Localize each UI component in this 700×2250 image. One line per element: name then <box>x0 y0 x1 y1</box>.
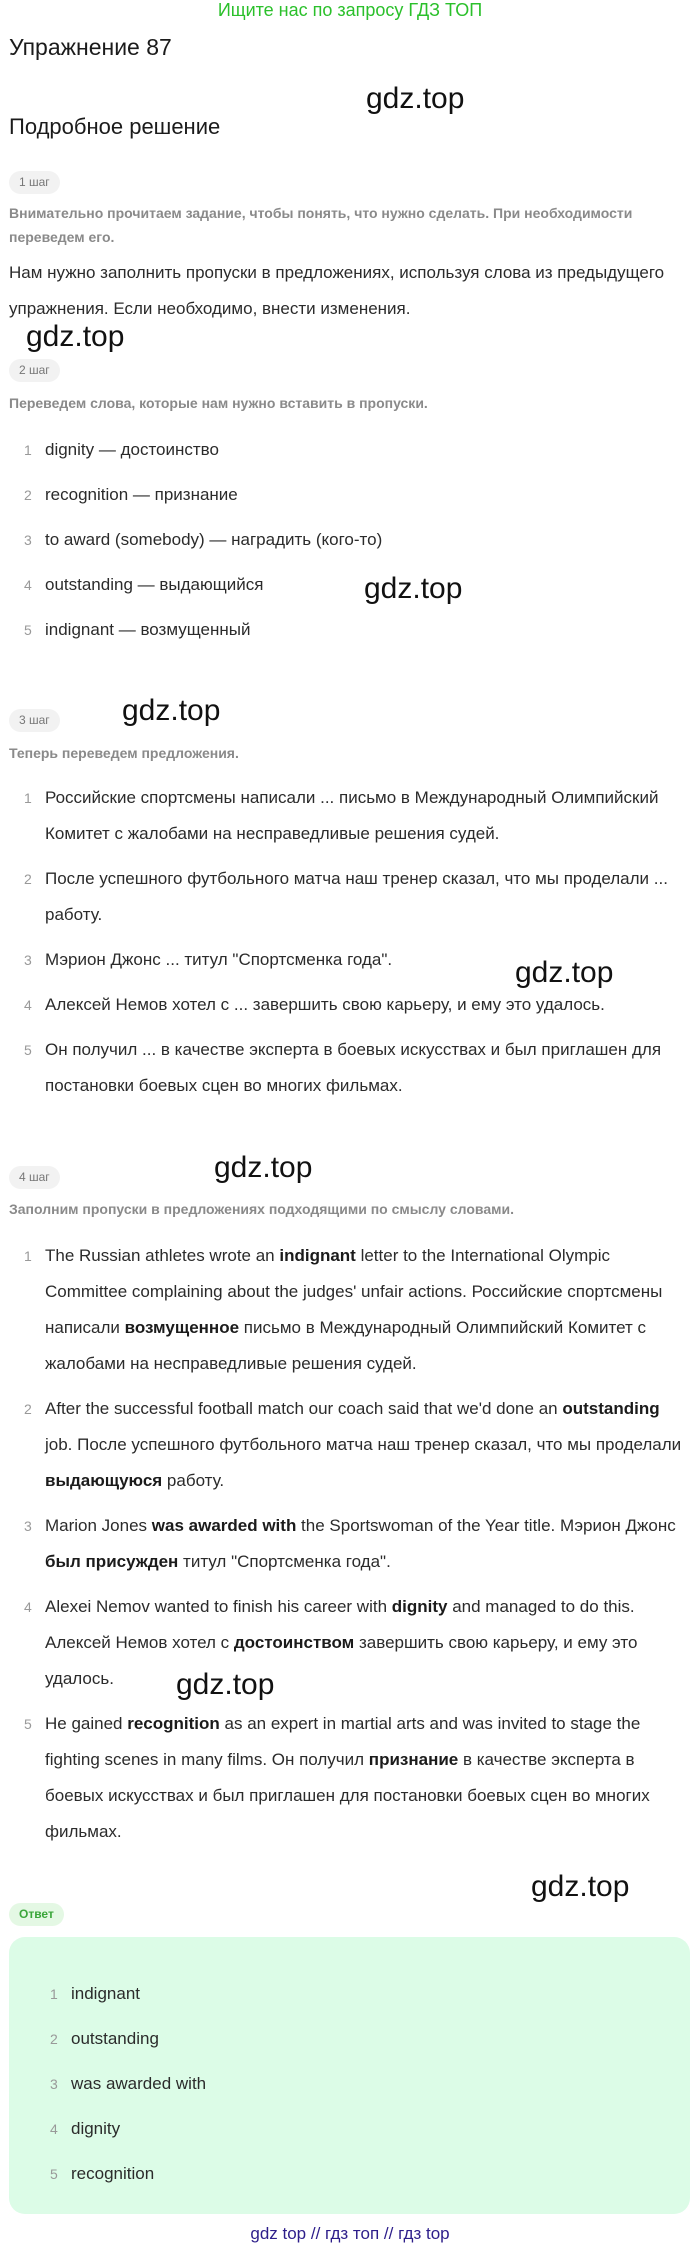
list-item: 3 Marion Jones was awarded with the Sportswoman of the Year title. Мэрион Джонс был присужден титул "Спортсменка года". <box>24 1516 676 1571</box>
answer-chip: Ответ <box>9 1903 64 1926</box>
step-2-hint: Переведем слова, которые нам нужно вставить в пропуски. <box>9 395 428 411</box>
word-list <box>9 432 689 657</box>
watermark: gdz.top <box>366 82 465 115</box>
step-chip: 2 шаг <box>9 359 60 382</box>
list-item: 3 to award (somebody) — наградить (кого-то) <box>24 530 383 549</box>
watermark: gdz.top <box>531 1870 630 1903</box>
answer-list <box>35 1976 675 2201</box>
footer-links <box>0 2224 700 2244</box>
step-3-hint: Теперь переведем предложения. <box>9 745 239 761</box>
footer-link[interactable]: gdz top <box>250 2224 307 2243</box>
step-1-chip-wrap <box>9 171 60 194</box>
answer-item: 5 recognition <box>50 2164 155 2183</box>
step-chip: 1 шаг <box>9 171 60 194</box>
footer-separator: // <box>383 2224 394 2243</box>
watermark: gdz.top <box>364 572 463 605</box>
list-item: 5 He gained recognition as an expert in martial arts and was invited to stage the fighting scenes in many films. Он получил признание в качестве эксперта в боевых искусствах и был приглашен для постановки боевых сцен во многих фильмах. <box>24 1714 650 1841</box>
step-2-chip-wrap <box>9 359 60 382</box>
step-3-chip-wrap <box>9 709 60 732</box>
search-banner: Ищите нас по запросу ГДЗ ТОП <box>217 0 483 20</box>
list-item: 5 Он получил ... в качестве эксперта в боевых искусствах и был приглашен для постановки боевых сцен во многих фильмах. <box>24 1040 662 1095</box>
answer-item: 4 dignity <box>50 2119 121 2138</box>
page-title: Упражнение 87 <box>9 34 172 60</box>
list-item: 5 indignant — возмущенный <box>24 620 251 639</box>
list-item: 2 After the successful football match our coach said that we'd done an outstanding job. После успешного футбольного матча наш тренер сказал, что мы проделали выдающуюся работу. <box>24 1399 682 1490</box>
watermark: gdz.top <box>515 956 614 989</box>
answer-item: 1 indignant <box>50 1984 141 2003</box>
list-item: 2 После успешного футбольного матча наш тренер сказал, что мы проделали ... работу. <box>24 869 668 924</box>
list-item: 1 The Russian athletes wrote an indignant letter to the International Olympic Committee complaining about the judges' unfair actions. Российские спортсмены написали возмущенное письмо в Международный Олимпийский Комитет с жалобами на несправедливые решения судей. <box>24 1246 663 1373</box>
step-chip: 4 шаг <box>9 1166 60 1189</box>
list-item: 1 Российские спортсмены написали ... письмо в Международный Олимпийский Комитет с жалобами на несправедливые решения судей. <box>24 788 659 843</box>
section-title: Подробное решение <box>9 114 221 139</box>
watermark: gdz.top <box>176 1668 275 1701</box>
list-item: 4 Алексей Немов хотел с ... завершить свою карьеру, и ему это удалось. <box>24 995 605 1014</box>
step-4-chip-wrap <box>9 1166 60 1189</box>
list-item: 4 Alexei Nemov wanted to finish his career with dignity and managed to do this. Алексей Немов хотел с достоинством завершить свою карьеру, и ему это удалось. <box>24 1597 638 1688</box>
watermark: gdz.top <box>214 1151 313 1184</box>
footer-separator: // <box>310 2224 321 2243</box>
list-item: 3 Мэрион Джонс ... титул "Спортсменка года". <box>24 950 393 969</box>
answer-chip-wrap <box>9 1903 64 1926</box>
list-item: 1 dignity — достоинство <box>24 440 219 459</box>
answer-item: 3 was awarded with <box>50 2074 207 2093</box>
filled-sentence-list <box>9 1238 689 1859</box>
watermark: gdz.top <box>26 320 125 353</box>
step-1-text: Нам нужно заполнить пропуски в предложениях, используя слова из предыдущего упражнения. Если необходимо, внести изменения. <box>9 263 665 318</box>
footer-link[interactable]: гдз top <box>398 2224 450 2243</box>
step-1-hint: Внимательно прочитаем задание, чтобы понять, что нужно сделать. При необходимости переведем его. <box>9 205 633 245</box>
footer-link[interactable]: гдз топ <box>325 2224 380 2243</box>
list-item: 4 outstanding — выдающийся <box>24 575 264 594</box>
list-item: 2 recognition — признание <box>24 485 238 504</box>
step-chip: 3 шаг <box>9 709 60 732</box>
step-4-hint: Заполним пропуски в предложениях подходящими по смыслу словами. <box>9 1201 514 1217</box>
answer-item: 2 outstanding <box>50 2029 159 2048</box>
watermark: gdz.top <box>122 694 221 727</box>
sentence-list <box>9 780 689 1113</box>
